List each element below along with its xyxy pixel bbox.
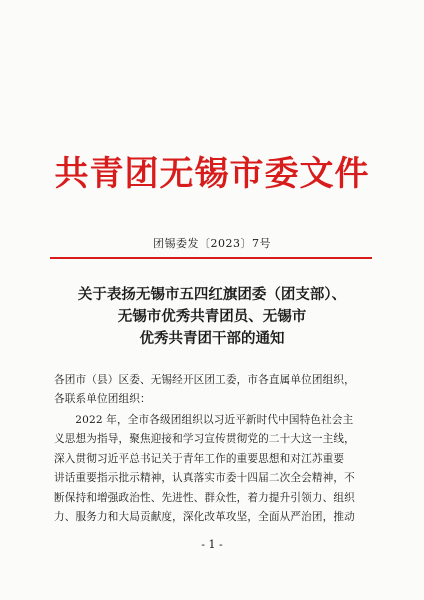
paragraph-line: 力、服务力和大局贡献度，深化改革攻坚，全面从严治团，推动 (54, 511, 355, 524)
page-number: - 1 - (201, 538, 223, 551)
notice-title (40, 284, 384, 350)
paragraph-line: 深入贯彻习近平总书记关于青年工作的重要思想和对江苏重要 (54, 452, 345, 465)
notice-title-line: 无锡市优秀共青团员、无锡市 (117, 308, 307, 325)
notice-title-line: 优秀共青团干部的通知 (139, 330, 285, 347)
recipients-line: 各团市（县）区委、无锡经开区团工委，市各直属单位团组织， (54, 374, 355, 386)
paragraph-line: 义思想为指导，聚焦迎接和学习宣传贯彻党的二十大这一主线， (54, 433, 355, 446)
paragraph-line: 断保持和增强政治性、先进性、群众性，着力提升引领力、组织 (54, 491, 355, 504)
paragraph-line: 讲话重要指示批示精神，认真落实市委十四届二次全会精神，不 (54, 472, 355, 485)
body-paragraph (54, 411, 374, 527)
document-header-title: 共青团无锡市委文件 (54, 154, 370, 194)
paragraph-line: 2022 年，全市各级团组织以习近平新时代中国特色社会主 (75, 414, 354, 426)
document-number: 团锡委发〔2023〕7号 (153, 237, 271, 250)
recipients-line: 各联系单位团组织： (54, 393, 151, 406)
recipients-block (54, 371, 374, 410)
notice-title-line: 关于表扬无锡市五四红旗团委（团支部）、 (77, 286, 347, 303)
red-divider-rule (50, 257, 372, 259)
